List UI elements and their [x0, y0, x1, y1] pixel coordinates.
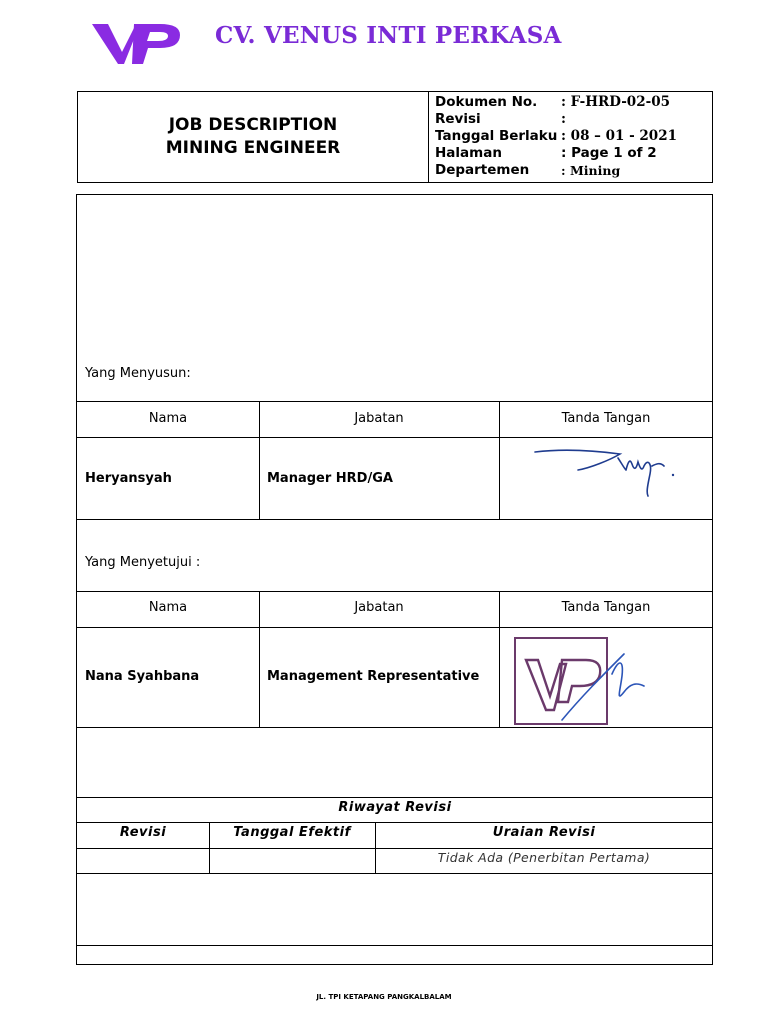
revision-label: Revisi — [435, 111, 481, 127]
revision-value: : — [561, 111, 566, 127]
prepared-header-position: Jabatan — [354, 411, 404, 426]
revision-header-uraian: Uraian Revisi — [492, 825, 596, 840]
prepared-header-signature: Tanda Tangan — [561, 411, 651, 426]
revision-table-bottom — [77, 873, 713, 874]
effective-date-label: Tanggal Berlaku — [435, 128, 558, 144]
revision-history-title: Riwayat Revisi — [338, 800, 452, 815]
stamp-icon — [512, 636, 662, 726]
title-divider — [428, 91, 429, 183]
company-name: CV. VENUS INTI PERKASA — [215, 22, 562, 49]
approved-header-name: Nama — [148, 600, 188, 615]
prepared-table-top — [77, 401, 713, 402]
vp-logo-icon — [92, 18, 182, 66]
approved-by-label: Yang Menyetujui : — [85, 555, 201, 570]
frame-lower-divider — [77, 945, 713, 946]
approved-name: Nana Syahbana — [85, 669, 200, 684]
department-value: : Mining — [561, 163, 621, 178]
approved-table-top — [77, 591, 713, 592]
document-title-line1: JOB DESCRIPTION — [168, 115, 338, 135]
prepared-by-label: Yang Menyusun: — [85, 366, 191, 381]
revision-header-revisi: Revisi — [119, 825, 167, 840]
approval-stamp-signature — [512, 636, 662, 726]
revision-row-uraian: Tidak Ada (Penerbitan Pertama) — [437, 850, 651, 865]
prepared-signature — [530, 444, 680, 504]
prepared-name: Heryansyah — [85, 471, 172, 486]
effective-date-value: : 08 – 01 - 2021 — [561, 128, 677, 144]
prepared-table-bottom — [77, 519, 713, 520]
signature-icon — [530, 444, 680, 504]
department-label: Departemen — [435, 162, 530, 178]
approved-header-divider — [77, 627, 713, 628]
prepared-header-divider — [77, 437, 713, 438]
revision-title-top — [77, 797, 713, 798]
doc-number-value: : F-HRD-02-05 — [561, 94, 670, 110]
approved-header-signature: Tanda Tangan — [561, 600, 651, 615]
approved-position: Management Representative — [267, 669, 480, 684]
approved-header-position: Jabatan — [354, 600, 404, 615]
footer-address: JL. TPI KETAPANG PANGKALBALAM — [316, 993, 452, 1001]
revision-header-top — [77, 822, 713, 823]
revision-header-bottom — [77, 848, 713, 849]
document-title-line2: MINING ENGINEER — [165, 138, 341, 158]
prepared-position: Manager HRD/GA — [267, 471, 393, 486]
approved-table-bottom — [77, 727, 713, 728]
company-logo — [92, 18, 182, 66]
page-label: Halaman — [435, 145, 502, 161]
page-value: : Page 1 of 2 — [561, 145, 657, 161]
doc-number-label: Dokumen No. — [435, 94, 538, 110]
prepared-header-name: Nama — [148, 411, 188, 426]
revision-header-tanggal: Tanggal Efektif — [233, 825, 351, 840]
